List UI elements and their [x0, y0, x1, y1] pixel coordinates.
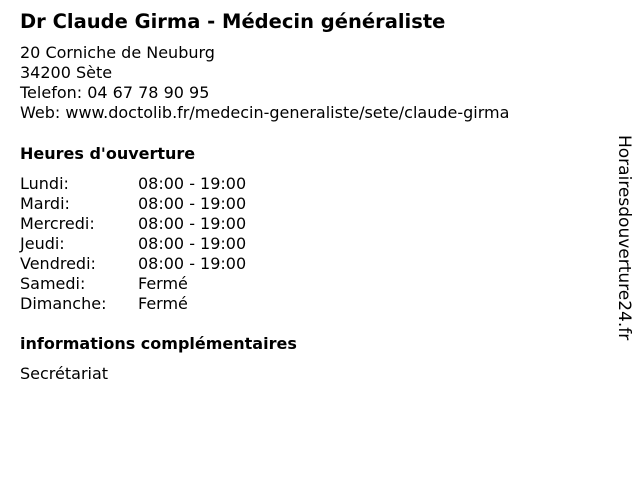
hours-row-thursday — [20, 234, 246, 254]
hours-row-monday — [20, 174, 246, 194]
time-value: Fermé — [138, 294, 188, 313]
opening-hours-heading: Heures d'ouverture — [20, 144, 196, 163]
phone-number: Telefon: 04 67 78 90 95 — [20, 83, 210, 102]
hours-row-friday — [20, 254, 246, 274]
day-label: Mercredi: — [20, 214, 95, 233]
additional-info-text: Secrétariat — [20, 364, 109, 383]
time-value: 08:00 - 19:00 — [138, 214, 247, 233]
address-block — [20, 43, 509, 123]
day-label: Dimanche: — [20, 294, 107, 313]
day-label: Samedi: — [20, 274, 86, 293]
site-watermark: Horairesdouverture24.fr — [614, 135, 634, 341]
day-label: Jeudi: — [20, 234, 65, 253]
time-value: Fermé — [138, 274, 188, 293]
time-value: 08:00 - 19:00 — [138, 194, 247, 213]
hours-row-sunday — [20, 294, 246, 314]
website: Web: www.doctolib.fr/medecin-generaliste/sete/claude-girma — [20, 103, 510, 122]
time-value: 08:00 - 19:00 — [138, 234, 247, 253]
opening-hours-table — [20, 174, 246, 314]
day-label: Vendredi: — [20, 254, 96, 273]
hours-row-saturday — [20, 274, 246, 294]
time-value: 08:00 - 19:00 — [138, 254, 247, 273]
additional-info-heading: informations complémentaires — [20, 334, 297, 353]
day-label: Mardi: — [20, 194, 70, 213]
street-address: 20 Corniche de Neuburg — [20, 43, 215, 62]
page-title: Dr Claude Girma - Médecin généraliste — [20, 10, 446, 33]
hours-row-tuesday — [20, 194, 246, 214]
hours-row-wednesday — [20, 214, 246, 234]
city: 34200 Sète — [20, 63, 113, 82]
day-label: Lundi: — [20, 174, 69, 193]
time-value: 08:00 - 19:00 — [138, 174, 247, 193]
